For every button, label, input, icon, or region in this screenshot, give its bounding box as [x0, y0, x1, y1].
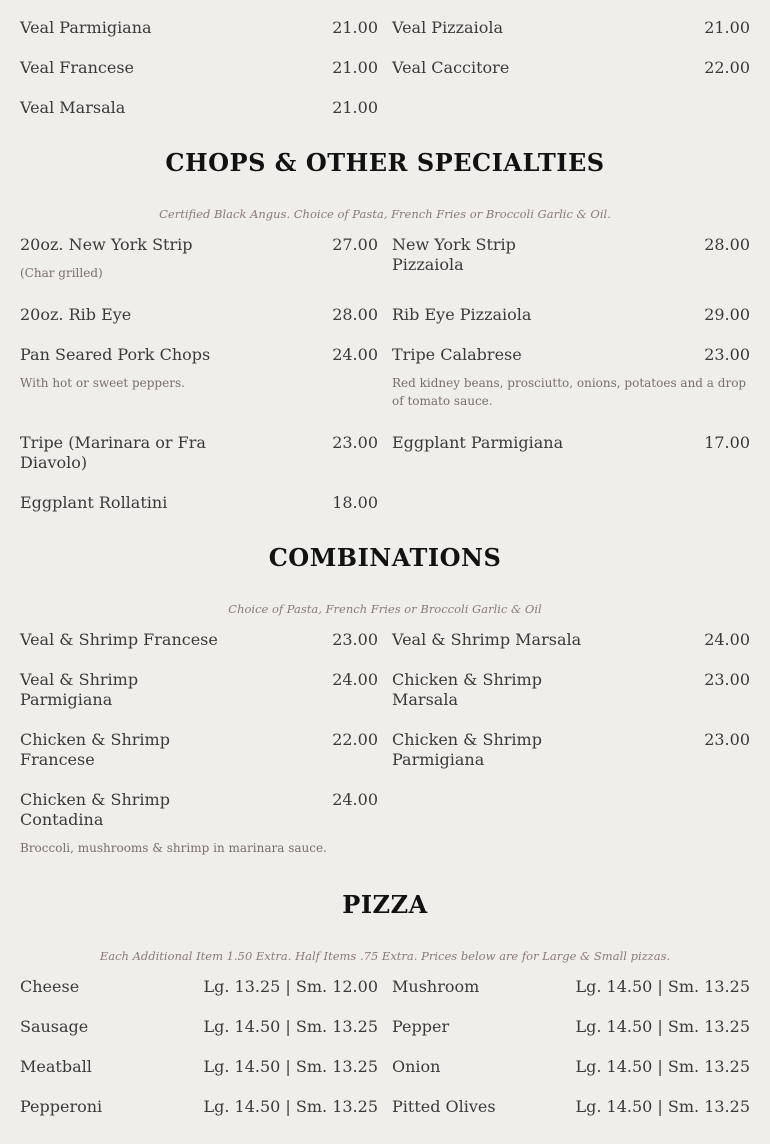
item-price: 27.00 — [332, 235, 378, 254]
section-title-chops: CHOPS & OTHER SPECIALTIES — [165, 148, 605, 177]
item-name: Veal Parmigiana — [20, 18, 152, 37]
item-name: Veal Caccitore — [392, 58, 510, 77]
item-price: 22.00 — [332, 730, 378, 749]
item-name: Meatball — [20, 1057, 92, 1076]
item-name: Eggplant Parmigiana — [392, 433, 564, 452]
section-title-combinations: COMBINATIONS — [268, 543, 502, 572]
item-price: 21.00 — [332, 58, 378, 77]
item-price: 21.00 — [332, 98, 378, 117]
item-name: Veal Marsala — [20, 98, 126, 117]
item-name: Cheese — [20, 977, 80, 996]
item-name: Pan Seared Pork Chops — [20, 345, 211, 364]
item-name: Onion — [392, 1057, 441, 1076]
item-name: 20oz. New York Strip — [20, 235, 193, 254]
item-price: 22.00 — [704, 58, 750, 77]
item-name: Veal Francese — [20, 58, 134, 77]
item-name: Tripe Calabrese — [392, 345, 522, 364]
item-description: Red kidney beans, prosciutto, onions, potatoes and a drop of tomato sauce. — [392, 376, 747, 408]
item-name: Veal & Shrimp Francese — [20, 630, 218, 649]
item-price: Lg. 14.50 | Sm. 13.25 — [575, 1057, 750, 1076]
item-name: Chicken & Shrimp Francese — [20, 730, 170, 769]
item-price: 28.00 — [704, 235, 750, 254]
item-description: Broccoli, mushrooms & shrimp in marinara sauce. — [20, 841, 327, 855]
item-name: Eggplant Rollatini — [20, 493, 168, 512]
item-price: 23.00 — [332, 433, 378, 452]
item-price: 24.00 — [332, 345, 378, 364]
item-description: (Char grilled) — [20, 266, 103, 280]
item-price: 28.00 — [332, 305, 378, 324]
item-price: 24.00 — [332, 790, 378, 809]
item-name: Chicken & Shrimp Marsala — [392, 670, 542, 709]
item-name: Chicken & Shrimp Parmigiana — [392, 730, 542, 769]
item-price: 29.00 — [704, 305, 750, 324]
section-note-chops: Certified Black Angus. Choice of Pasta, French Fries or Broccoli Garlic & Oil. — [159, 207, 611, 221]
item-price: 24.00 — [332, 670, 378, 689]
item-price: 21.00 — [704, 18, 750, 37]
item-name: Pepperoni — [20, 1097, 103, 1116]
item-price: 21.00 — [332, 18, 378, 37]
item-price: 18.00 — [332, 493, 378, 512]
item-name: Rib Eye Pizzaiola — [392, 305, 532, 324]
item-name: Veal & Shrimp Parmigiana — [20, 670, 139, 709]
item-price: Lg. 14.50 | Sm. 13.25 — [203, 1017, 378, 1036]
item-price: Lg. 14.50 | Sm. 13.25 — [575, 1097, 750, 1116]
item-name: Chicken & Shrimp Contadina — [20, 790, 170, 829]
item-name: 20oz. Rib Eye — [20, 305, 132, 324]
item-name: Veal & Shrimp Marsala — [392, 630, 582, 649]
item-price: Lg. 14.50 | Sm. 13.25 — [203, 1097, 378, 1116]
item-description: With hot or sweet peppers. — [20, 376, 185, 390]
item-price: 23.00 — [704, 345, 750, 364]
item-price: Lg. 14.50 | Sm. 13.25 — [203, 1057, 378, 1076]
item-name: Sausage — [20, 1017, 89, 1036]
item-price: Lg. 14.50 | Sm. 13.25 — [575, 1017, 750, 1036]
section-note-pizza: Each Additional Item 1.50 Extra. Half Items .75 Extra. Prices below are for Large & Small pizzas. — [99, 949, 671, 963]
item-price: 23.00 — [332, 630, 378, 649]
item-name: Pepper — [392, 1017, 450, 1036]
item-price: 23.00 — [704, 730, 750, 749]
item-price: 17.00 — [704, 433, 750, 452]
item-name: Mushroom — [392, 977, 480, 996]
section-title-pizza: PIZZA — [342, 890, 428, 919]
item-price: 23.00 — [704, 670, 750, 689]
item-name: Pitted Olives — [392, 1097, 496, 1116]
item-price: Lg. 13.25 | Sm. 12.00 — [203, 977, 378, 996]
item-price: 24.00 — [704, 630, 750, 649]
item-price: Lg. 14.50 | Sm. 13.25 — [575, 977, 750, 996]
item-name: Veal Pizzaiola — [392, 18, 503, 37]
section-note-combinations: Choice of Pasta, French Fries or Broccoli Garlic & Oil — [228, 602, 542, 616]
item-name: New York Strip Pizzaiola — [392, 235, 516, 274]
item-name: Tripe (Marinara or Fra Diavolo) — [20, 433, 206, 472]
